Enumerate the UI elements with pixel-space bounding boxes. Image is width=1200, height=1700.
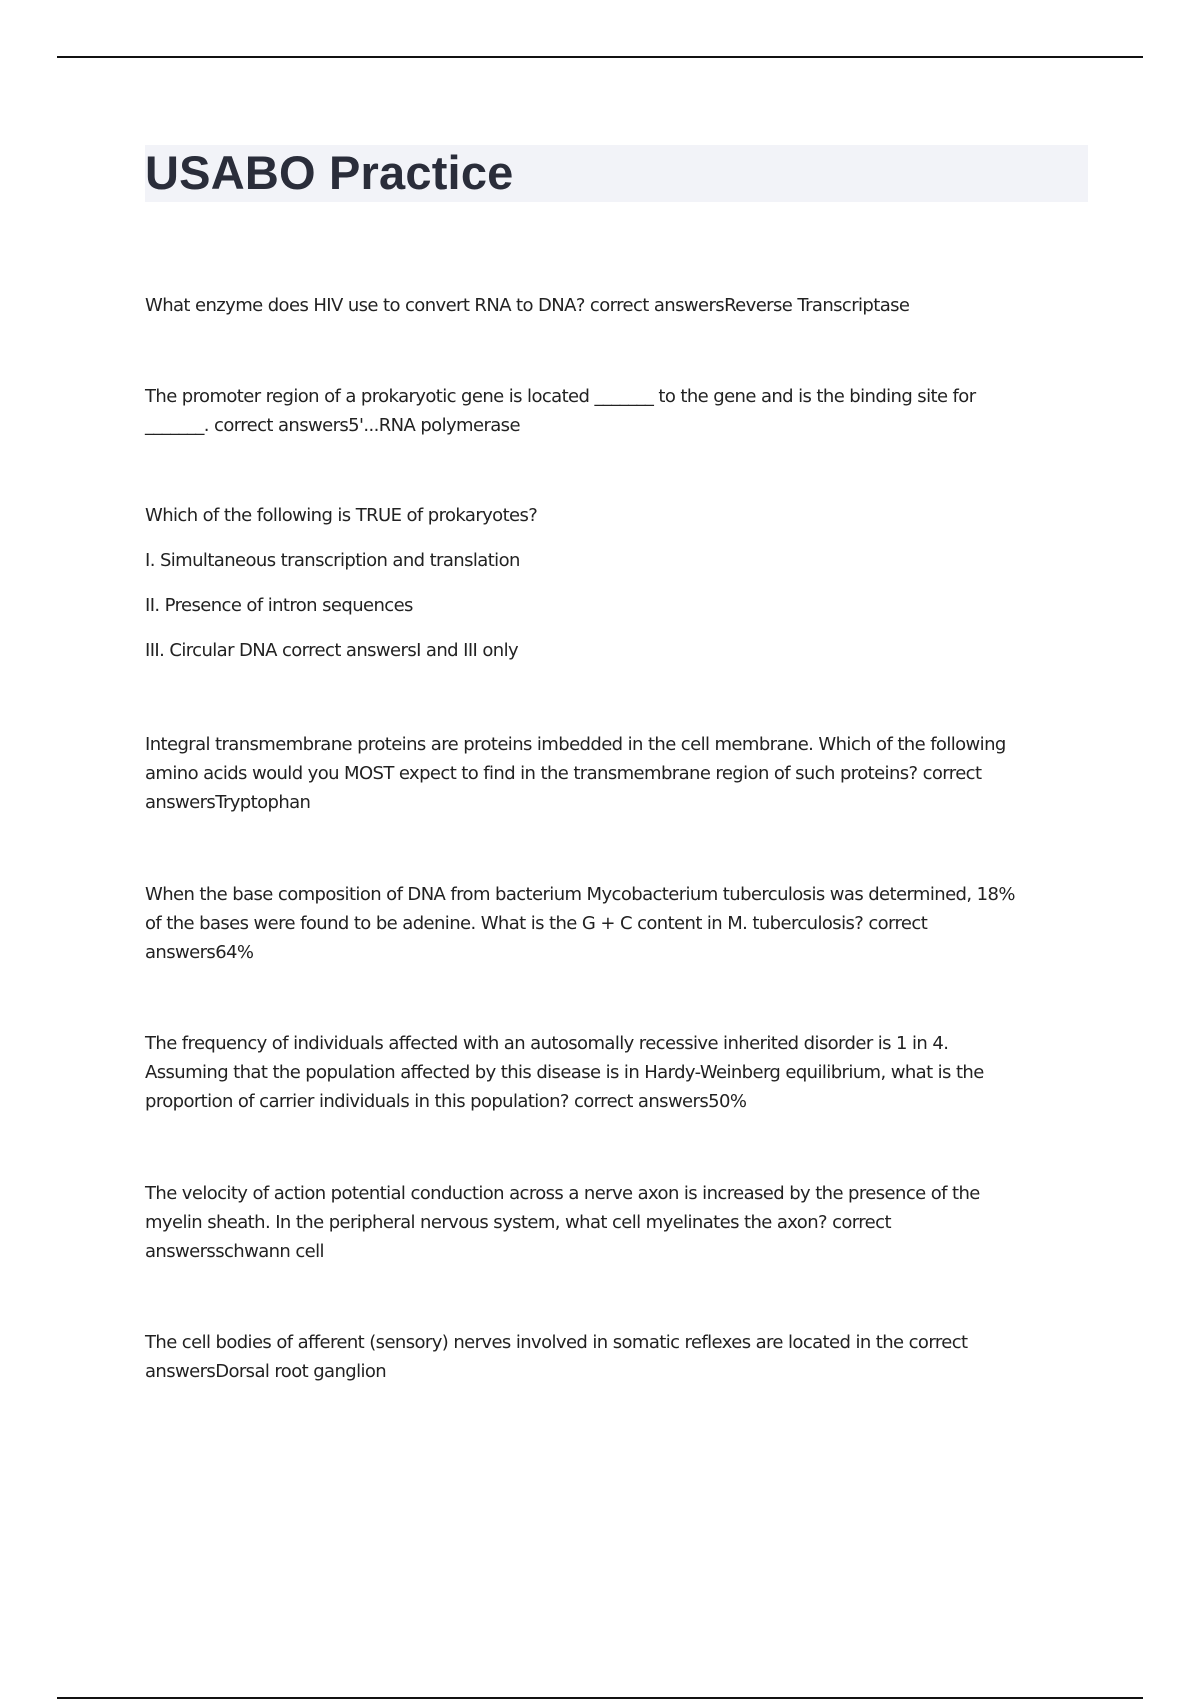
qa-item-7 <box>145 1179 1085 1266</box>
top-rule <box>57 56 1143 58</box>
qa-line: Integral transmembrane proteins are proteins imbedded in the cell membrane. Which of the following <box>145 734 1006 755</box>
qa-item-5 <box>145 880 1085 967</box>
qa-item-1 <box>145 291 1085 320</box>
qa-line: answersDorsal root ganglion <box>145 1361 387 1382</box>
qa-line: The velocity of action potential conduction across a nerve axon is increased by the presence of the <box>145 1183 980 1204</box>
qa-paragraph: III. Circular DNA correct answersI and III only <box>145 640 519 661</box>
qa-item-6 <box>145 1029 1085 1116</box>
qa-line: myelin sheath. In the peripheral nervous system, what cell myelinates the axon? correct <box>145 1212 891 1233</box>
qa-line: Assuming that the population affected by this disease is in Hardy-Weinberg equilibrium, what is the <box>145 1062 984 1083</box>
qa-line: answersTryptophan <box>145 792 311 813</box>
page-title: USABO Practice <box>145 146 514 199</box>
qa-line: _______. correct answers5'...RNA polymerase <box>145 415 520 436</box>
qa-line: The cell bodies of afferent (sensory) nerves involved in somatic reflexes are located in the correct <box>145 1332 968 1353</box>
qa-item-3 <box>145 501 1085 665</box>
qa-line: answers64% <box>145 942 254 963</box>
qa-paragraph: Which of the following is TRUE of prokaryotes? <box>145 505 538 526</box>
qa-line: amino acids would you MOST expect to find in the transmembrane region of such proteins? correct <box>145 763 982 784</box>
qa-line: The promoter region of a prokaryotic gene is located _______ to the gene and is the binding site for <box>145 386 976 407</box>
title-banner <box>145 145 1088 202</box>
qa-paragraph: II. Presence of intron sequences <box>145 595 413 616</box>
qa-paragraph: I. Simultaneous transcription and translation <box>145 550 520 571</box>
qa-line: The frequency of individuals affected with an autosomally recessive inherited disorder is 1 in 4. <box>145 1033 949 1054</box>
qa-line: When the base composition of DNA from bacterium Mycobacterium tuberculosis was determined, 18% <box>145 884 1015 905</box>
qa-item-2 <box>145 382 1085 440</box>
qa-line: What enzyme does HIV use to convert RNA to DNA? correct answersReverse Transcriptase <box>145 295 910 316</box>
qa-item-8 <box>145 1328 1085 1386</box>
qa-line: answersschwann cell <box>145 1241 324 1262</box>
qa-item-4 <box>145 730 1085 817</box>
qa-line: of the bases were found to be adenine. What is the G + C content in M. tuberculosis? correct <box>145 913 928 934</box>
bottom-rule <box>57 1697 1143 1699</box>
qa-line: proportion of carrier individuals in this population? correct answers50% <box>145 1091 747 1112</box>
